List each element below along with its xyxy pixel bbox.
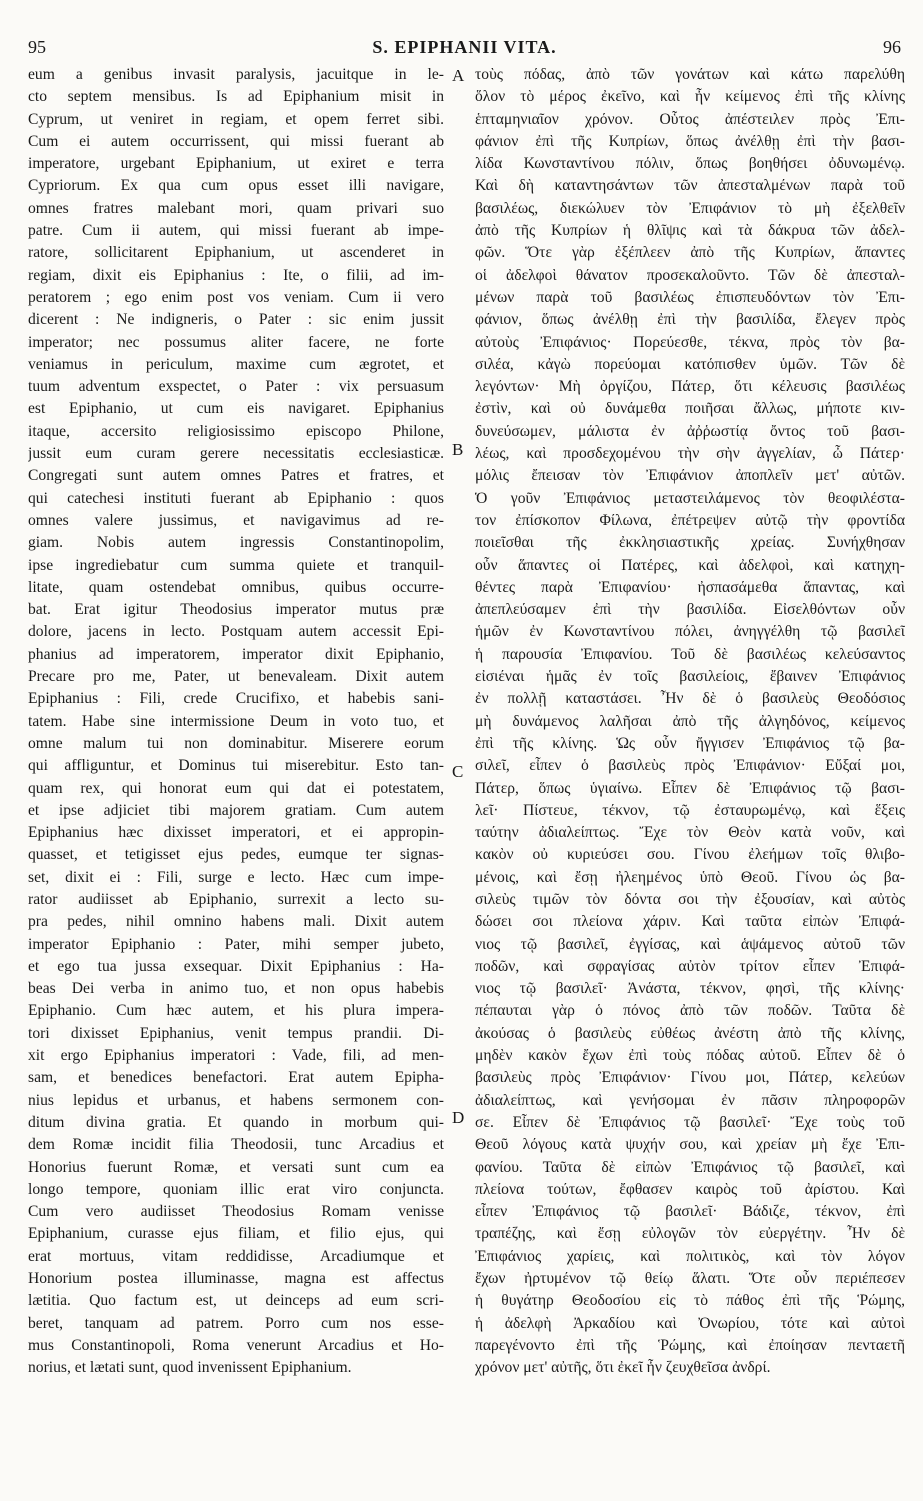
text-line: χρόνον μετ' αὐτῆς, ὅτι ἐκεῖ ἦν ζευχθεῖσα ἀνδρί. [475, 1359, 771, 1377]
text-line: ἀκούσας ὁ βασιλεὺς εὐθέως ἀνέστη ἀπὸ τῆς κλίνης, [475, 1024, 905, 1042]
text-line: φάνιον ἐπὶ τῆς Κυπρίων, ὅπως ἀνέλθῃ ἐπὶ τὴν βασι- [475, 132, 905, 150]
text-line: φανίου. Ταῦτα δὲ εἰπὼν Ἐπιφάνιος τῷ βασιλεῖ, καὶ [475, 1158, 905, 1176]
text-line: Cum ei autem occurrissent, qui missi fuerant ab [28, 132, 444, 150]
section-marker-b: B [452, 440, 464, 459]
text-line: imperatore, urgebant Epiphanium, ut exiret e terra [28, 155, 444, 173]
text-line: imperator; nec possumus aliter facere, ne forte [28, 333, 444, 351]
text-line: μὴ δυνάμενος λαλῆσαι ἀπὸ τῆς ἀλγηδόνος, κείμενος [475, 712, 905, 730]
text-line: ditum divina gratia. Et quando in morbum qui- [28, 1113, 444, 1131]
text-line: νιος τῷ βασιλεῖ· Ἀνάστα, τέκνον, φησὶ, τῆς κλίνης· [475, 980, 905, 998]
text-line: set, dixit ei : Fili, surge e lecto. Hæc cum impe- [28, 868, 444, 886]
text-line: αὐτοὺς Ἐπιφάνιος· Πορεύεσθε, τέκνα, πρὸς τὸν βα- [475, 333, 905, 351]
text-line: xit ergo Epiphanius imperatori : Vade, fili, ad men- [28, 1047, 444, 1065]
text-line: βασιλέως, διεκώλυεν τὸν Ἐπιφάνιον τὸ μὴ ἐξελθεῖν [475, 199, 905, 217]
text-line: quam rex, qui honorat eum qui dat ei potestatem, [28, 779, 444, 797]
text-line: Epiphanius : Fili, crede Crucifixo, et habebis sani- [28, 690, 444, 708]
text-line: bat. Erat igitur Theodosius imperator mutus præ [28, 601, 444, 619]
text-line: ἔχων ἠρτυμένον τῷ θείῳ ἅλατι. Ὅτε οὖν περιέπεσεν [475, 1270, 905, 1288]
text-line: κακὸν οὐ κυριεύσει σου. Γίνου ἐλεήμων τοῖς θλιβο- [475, 846, 905, 864]
text-line: ratore, sollicitarent Epiphanium, ut ascenderet in [28, 244, 444, 262]
text-line: tori dixisset Epiphanius, venit tempus prandii. Di- [28, 1024, 444, 1042]
text-line: peratorem ; ego enim post vos veniam. Cum ii vero [28, 288, 444, 306]
text-line: ipse ingrediebatur cum summa quiete et tranquil- [28, 556, 444, 574]
text-line: Cum vero audiisset Theodosius Romam venisse [28, 1203, 444, 1221]
text-line: Θεοῦ λόγους κατὰ ψυχήν σου, καὶ χρείαν μὴ ἔχε Ἐπι- [475, 1136, 905, 1154]
text-line: beret, tanquam ad patrem. Porro cum nos esse- [28, 1314, 444, 1332]
text-line: Honorium postea illuminasse, magna est affectus [28, 1270, 444, 1288]
text-line: rator audiisset ab Epiphanio, surrexit a lecto su- [28, 890, 444, 908]
text-line: Epiphanius hæc dixisset imperatori, et ei appropin- [28, 824, 444, 842]
text-line: mus Constantinopoli, Roma venerunt Arcadius et Ho- [28, 1336, 444, 1354]
text-line: τραπέζης, καὶ ἔσῃ εὐλογῶν τὸν εὐεργέτην. Ἦν δὲ [475, 1225, 905, 1243]
text-line: est Epiphanio, ut cum eis navigaret. Epiphanius [28, 400, 444, 418]
text-line: μηδὲν κακὸν ἔχων ἐπὶ τοὺς πόδας αὐτοῦ. Εἶπεν δὲ ὁ [475, 1047, 905, 1065]
text-line: Πάτερ, ὅπως ὑγιαίνω. Εἶπεν δὲ Ἐπιφάνιος τῷ βασι- [475, 779, 905, 797]
text-line: λέως, καὶ προσδεχομένου τὴν σὴν ἀγγελίαν, ὦ Πάτερ· [475, 445, 905, 463]
text-line: pra pedes, nihil omnino habens mali. Dixit autem [28, 913, 444, 931]
text-line: παρεγένοντο ἐπὶ τῆς Ῥώμης, καὶ ἐποίησαν πενταετῆ [475, 1336, 905, 1354]
section-marker-a: A [452, 66, 465, 85]
text-line: μένοις, καὶ ἔσῃ ἠλεημένος ὑπὸ Θεοῦ. Γίνου ὡς βα- [475, 868, 905, 886]
text-line: μένων παρὰ τοῦ βασιλέως ἐπισπευδόντων τὸν Ἐπι- [475, 288, 905, 306]
section-marker-c: C [452, 762, 464, 781]
text-line: Precare pro me, Pater, ut benevaleam. Dixit autem [28, 668, 444, 686]
text-line: giam. Nobis autem ingressis Constantinopolim, [28, 534, 444, 552]
text-line: qui affliguntur, et Dominus tui miserebitur. Esto tan- [28, 757, 444, 775]
text-line: φῶν. Ὅτε γὰρ ἐξέπλεεν ἀπὸ τῆς Κυπρίων, ἅπαντες [475, 244, 905, 262]
text-line: τοὺς πόδας, ἀπὸ τῶν γονάτων καὶ κάτω παρελύθη [475, 66, 905, 83]
text-line: δώσει σοι πλείονα χάριν. Καὶ ταῦτα εἰπὼν Ἐπιφά- [475, 913, 905, 931]
text-line: σιλεὺς τιμῶν τὸν δόντα σοι τὴν ἐξουσίαν, καὶ αὐτὸς [475, 890, 905, 908]
text-line: et ego tua jussa exsequar. Dixit Epiphanius : Ha- [28, 957, 444, 975]
text-line: litate, quam ostendebat omnibus, quibus occurre- [28, 578, 444, 596]
latin-column [28, 64, 444, 1380]
text-line: μόλις ἔπεισαν τὸν Ἐπιφάνιον ἀποπλεῖν μετ' αὐτῶν. [475, 467, 905, 485]
text-line: et ipse adjiciet tibi majorem gratiam. Cum autem [28, 801, 444, 819]
text-line: οὖν ἅπαντες οἱ Πατέρες, καὶ ἀδελφοὶ, καὶ κατηχη- [475, 556, 905, 574]
text-line: εἰσιέναι ἡμᾶς ἐν τοῖς βασιλείοις, ἔβαινεν Ἐπιφάνιος [475, 668, 905, 686]
page-header [28, 32, 901, 62]
text-line: sam, et benedices benefactori. Erat autem Epipha- [28, 1069, 444, 1087]
text-line: tuum adventum exspectet, o Pater : vix persuasum [28, 378, 444, 396]
text-line: ἡμῶν ἐν Κωνσταντίνου πόλει, ἀνηγγέλθη τῷ βασιλεῖ [475, 623, 905, 641]
text-line: jussit eum curam gerere necessitatis ecclesiasticæ. [28, 445, 444, 463]
running-title: S. EPIPHANII VITA. [372, 36, 557, 57]
text-line: quasset, et tetigisset ejus pedes, eumque ter signas- [28, 846, 444, 864]
text-line: ἑπταμηνιαῖον χρόνον. Οὗτος ἀπέστειλεν πρὸς Ἐπι- [475, 110, 905, 128]
text-line: λίδα Κωνσταντίνου πόλιν, ὅπως βοηθήσει ὀδυνωμένῳ. [475, 155, 905, 173]
text-line: ἐπὶ τῆς κλίνης. Ὡς οὖν ἤγγισεν Ἐπιφάνιος τῷ βα- [475, 734, 905, 752]
text-line: ἐστὶν, καὶ οὐ δυνάμεθα ποιῆσαι ἄλλως, μήποτε κιν- [475, 400, 905, 418]
text-line: norius, et lætati sunt, quod invenissent Epiphanium. [28, 1359, 352, 1377]
text-line: Congregati sunt autem omnes Patres et fratres, et [28, 467, 444, 485]
text-line: omne malum tui non dominabitur. Miserere eorum [28, 734, 444, 752]
text-line: ἀπὸ τῆς Κυπρίων ἡ θλῖψις καὶ τὰ δάκρυα τῶν ἀδελ- [475, 222, 905, 240]
left-page-number: 95 [28, 36, 46, 57]
text-line: Honorius fuerunt Romæ, et versati sunt cum ea [28, 1158, 444, 1176]
text-line: omnes valere jussimus, et navigavimus ad re- [28, 511, 444, 529]
text-line: πέπαυται γὰρ ὁ πόνος ἀπὸ τῶν ποδῶν. Ταῦτα δὲ [475, 1002, 905, 1020]
text-line: Cyprum, ut veniret in regiam, et opem ferret sibi. [28, 110, 444, 128]
text-line: patre. Cum ii autem, qui missi fuerant ab impe- [28, 222, 444, 240]
text-line: ποιεῖσθαι τῆς ἐκκλησιαστικῆς χρείας. Συνήχθησαν [475, 534, 905, 552]
text-line: σε. Εἶπεν δὲ Ἐπιφάνιος τῷ βασιλεῖ· Ἔχε τοὺς τοῦ [475, 1113, 905, 1131]
text-line: nius lepidus et urbanus, et habens sermonem con- [28, 1091, 444, 1109]
text-line: ἀπεπλεύσαμεν ἐπὶ τὴν βασιλίδα. Εἰσελθόντων οὖν [475, 601, 905, 619]
text-line: φάνιον, ὅπως ἀνέλθῃ ἐπὶ τὴν βασιλίδα, ἔλεγεν πρὸς [475, 311, 905, 329]
text-line: εἶπεν Ἐπιφάνιος τῷ βασιλεῖ· Βάδιζε, τέκνον, ἐπὶ [475, 1203, 905, 1221]
text-line: νιος τῷ βασιλεῖ, ἐγγίσας, καὶ ἁψάμενος αὐτοῦ τῶν [475, 935, 905, 953]
text-line: ἡ ἀδελφὴ Ἀρκαδίου καὶ Ὀνωρίου, τότε καὶ αὐτοὶ [475, 1314, 905, 1332]
text-line: δυνεύσωμεν, μάλιστα ἐν ἀῤῥωστίᾳ ὄντος τοῦ βασι- [475, 422, 905, 440]
text-line: longo tempore, quoniam illic erat viro conjuncta. [28, 1180, 444, 1198]
text-line: erat mortuus, vitam reddidisse, Arcadiumque et [28, 1247, 444, 1265]
section-marker-d: D [452, 1108, 465, 1127]
text-line: Cypriorum. Ex qua cum opus esset illi navigare, [28, 177, 444, 195]
text-line: Καὶ δὴ καταντησάντων τῶν ἀπεσταλμένων παρὰ τοῦ [475, 177, 905, 195]
text-line: beas Dei verba in animo tuo, et non opus habebis [28, 980, 444, 998]
text-line: θέντες παρὰ Ἐπιφανίου· ἠσπασάμεθα ἅπαντας, καὶ [475, 578, 905, 596]
text-line: cto septem mensibus. Is ad Epiphanium misit in [28, 88, 444, 106]
text-line: regiam, dixit eis Epiphanius : Ite, o filii, ad im- [28, 266, 444, 284]
right-page-number: 96 [883, 36, 901, 57]
text-line: ἡ παρουσία Ἐπιφανίου. Τοῦ δὲ βασιλέως κελεύσαντος [475, 645, 905, 663]
text-line: λεγόντων· Μὴ ὀργίζου, Πάτερ, ὅτι κέλευσις βασιλέως [475, 378, 905, 396]
text-line: omnes fratres malebant mori, quam privari suo [28, 199, 444, 217]
text-line: λεῖ· Πίστευε, τέκνον, τῷ ἐσταυρωμένῳ, καὶ ἕξεις [475, 801, 905, 819]
text-line: σιλέα, κἀγὼ πορεύομαι κατόπισθεν ὑμῶν. Τῶν δὲ [475, 355, 905, 373]
text-line: Epiphanium, curasse ejus filiam, et filio ejus, qui [28, 1225, 444, 1243]
text-line: dolore, jacens in lecto. Postquam autem accessit Epi- [28, 623, 444, 641]
text-line: βασιλεὺς πρὸς Ἐπιφάνιον· Γίνου μοι, Πάτερ, κελεύων [475, 1069, 905, 1087]
text-line: imperator Epiphanio : Pater, mihi semper jubeto, [28, 935, 444, 953]
text-line: tatem. Habe sine intermissione Deum in voto tuo, et [28, 712, 444, 730]
text-line: οἱ ἀδελφοὶ θάνατον προσεκαλοῦντο. Τῶν δὲ ἀπεσταλ- [475, 266, 905, 284]
text-line: ἀδιαλείπτως, καὶ γενήσομαι ἐν πᾶσιν πληροφορῶν [475, 1091, 905, 1109]
text-line: ἐν πολλῇ καταστάσει. Ἦν δὲ ὁ βασιλεὺς Θεοδόσιος [475, 690, 905, 708]
text-line: Ἐπιφάνιος χαρίεις, καὶ πολιτικὸς, καὶ τὸν λόγον [475, 1247, 905, 1265]
text-line: σιλεῖ, εἶπεν ὁ βασιλεὺς πρὸς Ἐπιφάνιον· Εὔξαί μοι, [475, 757, 905, 775]
text-line: eum a genibus invasit paralysis, jacuitque in le- [28, 66, 444, 83]
text-line: ταύτην ἀδιαλείπτως. Ἔχε τὸν Θεὸν κατὰ νοῦν, καὶ [475, 824, 905, 842]
text-line: πλείονα τούτων, ἔφθασεν καιρὸς τοῦ ἀρίστου. Καὶ [475, 1180, 905, 1198]
text-line: itaque, accersito religiosissimo episcopo Philone, [28, 422, 444, 440]
text-line: ποδῶν, καὶ σφραγίσας αὐτὸν τρίτον εἶπεν Ἐπιφά- [475, 957, 905, 975]
text-line: phanius ad imperatorem, imperator dixit Epiphanio, [28, 645, 444, 663]
text-line: ἡ θυγάτηρ Θεοδοσίου εἰς τὸ πάθος ἐπὶ τῆς Ῥώμης, [475, 1292, 905, 1310]
text-line: dem Romæ incidit filia Theodosii, tunc Arcadius et [28, 1136, 444, 1154]
text-line: τον ἐπίσκοπον Φίλωνα, ἐπέτρεψεν αὐτῷ τὴν φροντίδα [475, 511, 905, 529]
text-line: lætitia. Quo factum est, ut deinceps ad eum scri- [28, 1292, 444, 1310]
text-line: dicerent : Ne indigneris, o Pater : sic enim jussit [28, 311, 444, 329]
greek-column [475, 64, 905, 1380]
text-line: veniamus in periculum, maxime cum ægrotet, et [28, 355, 444, 373]
text-line: ὅλον τὸ μέρος ἐκεῖνο, καὶ ἦν κείμενος ἐπὶ τῆς κλίνης [475, 88, 905, 106]
text-line: Ὁ γοῦν Ἐπιφάνιος μεταστειλάμενος τὸν θεοφιλέστα- [475, 489, 905, 507]
text-line: Epiphanio. Cum hæc autem, et his plura impera- [28, 1002, 444, 1020]
text-line: qui catechesi instituti fuerant ab Epiphanio : quos [28, 489, 444, 507]
